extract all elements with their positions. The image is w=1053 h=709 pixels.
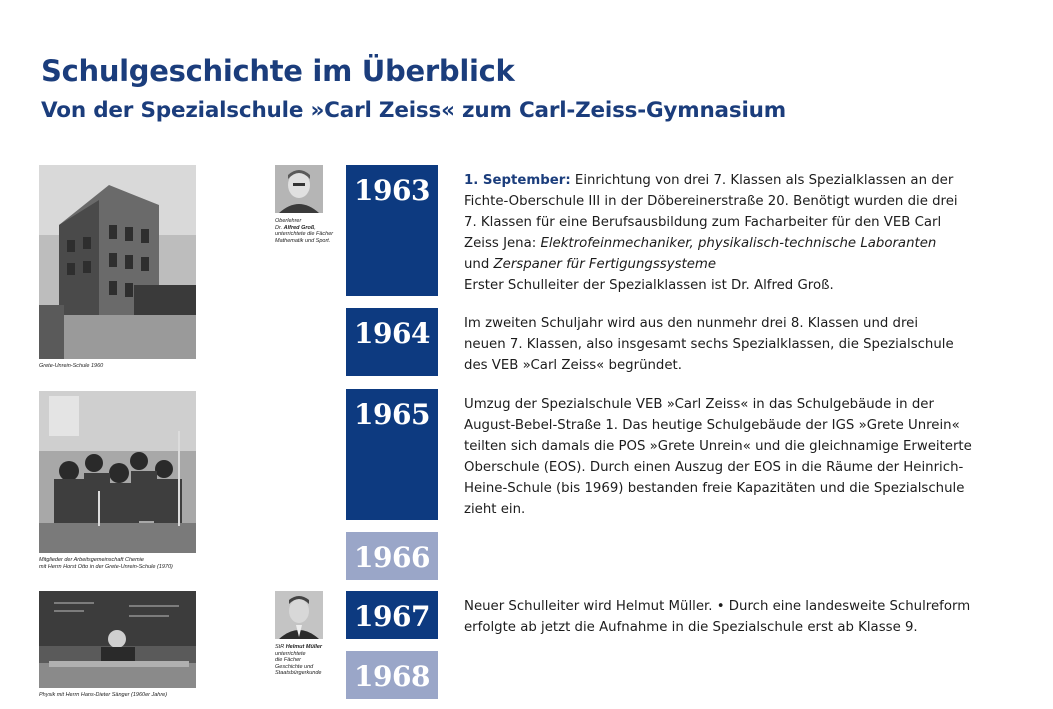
physics-photo-caption: Physik mit Herrn Hans-Dieter Sänger (1960er Jahre)	[39, 692, 168, 698]
entry-1963: 1. September: Einrichtung von drei 7. Klassen als Spezialklassen an der Fichte-Oberschule III in der Döbereinerstraße 20. Benötigt wurden die drei 7. Klassen für eine Berufsausbildung zum Facharbeiter für den VEB Carl Zeiss Jena: Elektrofeinmechaniker, physikalisch-technische Laboranten und Zerspaner für Fertigungssysteme Erster Schulleiter der Spezialklassen ist Dr. Alfred Groß.	[464, 173, 958, 293]
year-1968: 1968	[346, 651, 438, 699]
page-subtitle: Von der Spezialschule »Carl Zeiss« zum Carl-Zeiss-Gymnasium	[41, 98, 786, 123]
year-1964: 1964	[346, 308, 438, 376]
year-1963: 1963	[346, 165, 438, 296]
chemistry-caption-line1: Mitglieder der Arbeitsgemeinschaft Chemie	[39, 557, 144, 563]
chemistry-photo-caption	[39, 557, 173, 570]
portrait-mueller	[275, 591, 323, 639]
entry-1964: Im zweiten Schuljahr wird aus den nunmehr drei 8. Klassen und drei neuen 7. Klassen, also insgesamt sechs Spezialklassen, die Spezialschule des VEB »Carl Zeiss« begründet.	[464, 316, 954, 373]
portrait-gross	[275, 165, 323, 213]
portrait-mueller-caption: StR Helmut Müller unterrichtete die Fächer Geschichte und Staatsbürgerkunde	[275, 644, 323, 677]
page-title: Schulgeschichte im Überblick	[41, 54, 515, 88]
year-1967: 1967	[346, 591, 438, 639]
physics-photo	[39, 591, 196, 688]
chemistry-caption-line2: mit Herrn Horst Otto in der Grete-Unrein-Schule (1970)	[39, 563, 173, 570]
building-photo	[39, 165, 196, 359]
entry-1963-date-label: 1. September:	[464, 173, 571, 188]
chemistry-photo	[39, 391, 196, 553]
year-1966: 1966	[346, 532, 438, 580]
year-1965: 1965	[346, 389, 438, 520]
building-photo-caption: Grete-Unrein-Schule 1960	[39, 363, 104, 369]
entry-1967: Neuer Schulleiter wird Helmut Müller. • Durch eine landesweite Schulreform erfolgte ab jetzt die Aufnahme in die Spezialschule erst ab Klasse 9.	[464, 599, 971, 635]
entry-1965: Umzug der Spezialschule VEB »Carl Zeiss« in das Schulgebäude in der August-Bebel-Straße 1. Das heutige Schulgebäude der IGS »Grete Unrein« teilten sich damals die POS »Grete Unrein« und die gleichnamige Erweiterte Oberschule (EOS). Durch einen Auszug der EOS in die Räume der Heinrich- Heine-Schule (bis 1969) bestanden freie Kapazitäten und die Spezialschule zieht ein.	[464, 397, 972, 517]
portrait-gross-caption: Oberlehrer Dr. Alfred Groß, unterrichtete die Fächer Mathematik und Sport.	[275, 218, 334, 244]
